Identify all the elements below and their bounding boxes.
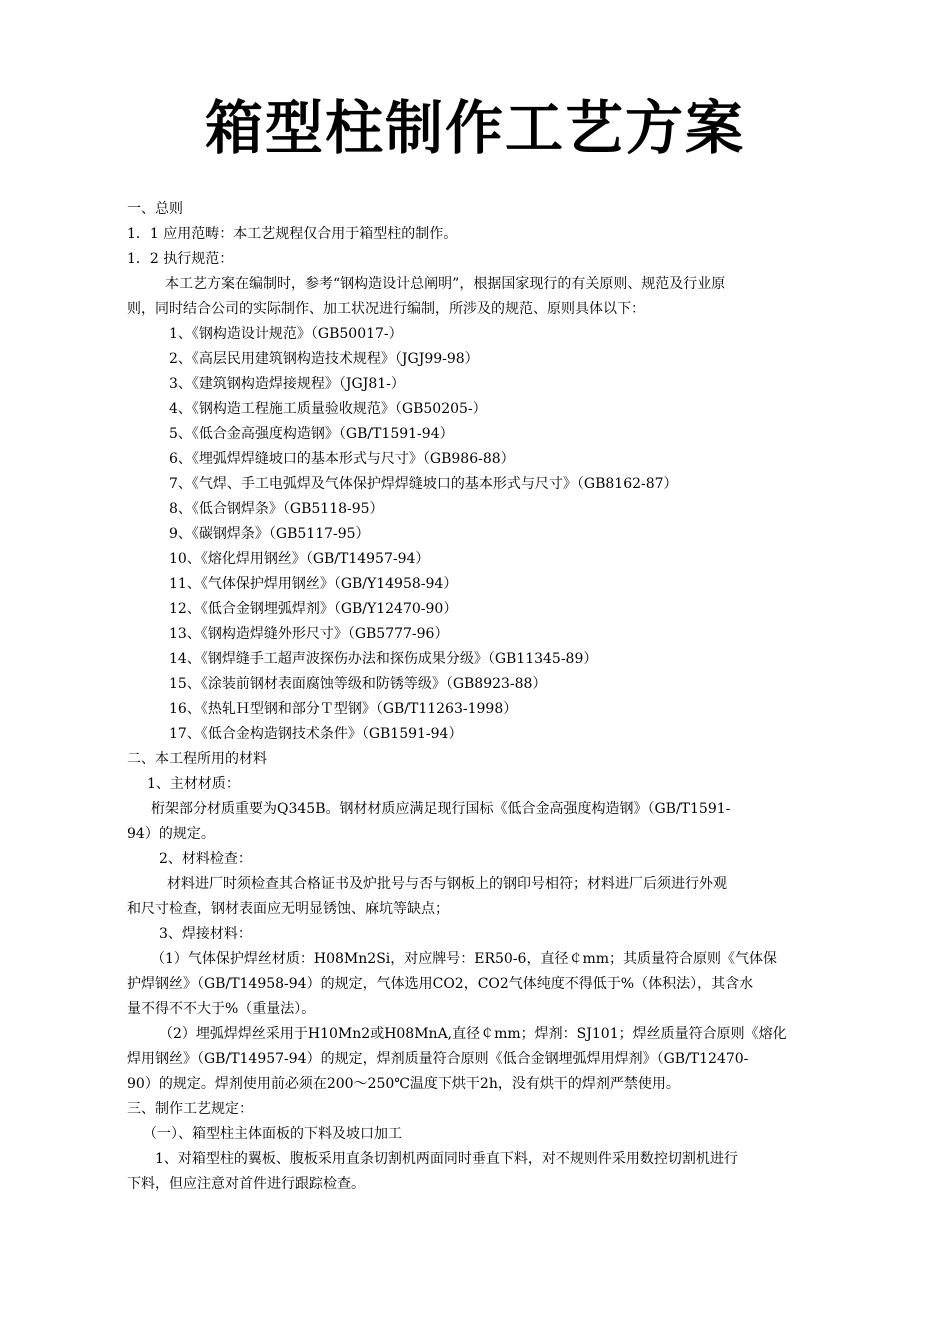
document-body <box>127 197 827 1197</box>
paragraph-line: （2）埋弧焊焊丝采用于H10Mn2或H08MnA,直径￠mm；焊剂：SJ101；焊丝质量符合原则《熔化 <box>159 1026 787 1042</box>
paragraph-line: 则，同时结合公司的实际制作、加工状况进行编制，所涉及的规范、原则具体以下： <box>127 301 645 317</box>
standard-item: 9、《碳钢焊条》（GB5117-95） <box>169 526 370 542</box>
clause-1-2: 1．2 执行规范： <box>127 251 234 267</box>
subsection-welding-material: 3、焊接材料： <box>159 926 252 942</box>
paragraph-line: 和尺寸检查，钢材表面应无明显锈蚀、麻坑等缺点； <box>127 901 449 917</box>
paragraph-line: 本工艺方案在编制时，参考“钢构造设计总阐明”，根据国家现行的有关原则、规范及行业原 <box>165 276 726 292</box>
subsection-panel-cutting: （一）、箱型柱主体面板的下料及坡口加工 <box>143 1126 402 1142</box>
standard-item: 13、《钢构造焊缝外形尺寸》（GB5777-96） <box>169 626 449 642</box>
standard-item: 16、《热轧Ｈ型钢和部分Ｔ型钢》（GB/T11263-1998） <box>169 701 518 717</box>
section-3-heading: 三、制作工艺规定： <box>127 1101 253 1117</box>
subsection-main-material: 1、主材材质： <box>147 776 240 792</box>
standard-item: 17、《低合金构造钢技术条件》（GB1591-94） <box>169 726 463 742</box>
paragraph-line: （1）气体保护焊丝材质：H08Mn2Si，对应牌号：ER50-6，直径￠mm；其质量符合原则《气体保 <box>151 951 778 967</box>
paragraph-line: 下料，但应注意对首件进行跟踪检查。 <box>127 1176 365 1192</box>
standard-item: 4、《钢构造工程施工质量验收规范》（GB50205-） <box>169 401 487 417</box>
document-title: 箱型柱制作工艺方案 <box>204 94 745 162</box>
paragraph-line: 量不得不不大于%（重量法）。 <box>127 1001 316 1017</box>
standard-item: 10、《熔化焊用钢丝》（GB/T14957-94） <box>169 551 430 567</box>
standard-item: 8、《低合钢焊条》（GB5118-95） <box>169 501 384 517</box>
paragraph-line: 焊用钢丝》（GB/T14957-94）的规定，焊剂质量符合原则《低合金钢埋弧焊用焊剂》（GB/T12470- <box>127 1051 749 1067</box>
paragraph-line: 桁架部分材质重要为Q345B。钢材材质应满足现行国标《低合金高强度构造钢》（GB/T1591- <box>151 801 731 817</box>
paragraph-line: 护焊钢丝》（GB/T14958-94）的规定，气体选用CO2，CO2气体纯度不得低于%（体积法），其含水 <box>127 976 754 992</box>
standard-item: 12、《低合金钢埋弧焊剂》（GB/Y12470-90） <box>169 601 458 617</box>
standard-item: 7、《气焊、手工电弧焊及气体保护焊焊缝坡口的基本形式与尺寸》（GB8162-87） <box>169 476 678 492</box>
standard-item: 5、《低合金高强度构造钢》（GB/T1591-94） <box>169 426 454 442</box>
paragraph-line: 1、对箱型柱的翼板、腹板采用直条切割机两面同时垂直下料，对不规则件采用数控切割机进行 <box>155 1151 738 1167</box>
standard-item: 15、《涂装前钢材表面腐蚀等级和防锈等级》（GB8923-88） <box>169 676 547 692</box>
standard-item: 14、《钢焊缝手工超声波探伤办法和探伤成果分级》（GB11345-89） <box>169 651 598 667</box>
section-2-heading: 二、本工程所用的材料 <box>127 751 267 767</box>
standard-item: 11、《气体保护焊用钢丝》（GB/Y14958-94） <box>169 576 458 592</box>
standard-item: 1、《钢构造设计规范》（GB50017-） <box>169 326 403 342</box>
paragraph-line: 材料进厂时须检查其合格证书及炉批号与否与钢板上的钢印号相符；材料进厂后须进行外观 <box>167 876 727 892</box>
subsection-material-inspection: 2、材料检查： <box>159 851 252 867</box>
standard-item: 6、《埋弧焊焊缝坡口的基本形式与尺寸》（GB986-88） <box>169 451 515 467</box>
standard-item: 2、《高层民用建筑钢构造技术规程》（JGJ99-98） <box>169 351 479 367</box>
paragraph-line: 90）的规定。焊剂使用前必须在200～250℃温度下烘干2h，没有烘干的焊剂严禁使用。 <box>127 1076 680 1092</box>
clause-1-1: 1．1 应用范畴：本工艺规程仅合用于箱型柱的制作。 <box>127 226 458 242</box>
section-1-heading: 一、总则 <box>127 201 183 217</box>
paragraph-line: 94）的规定。 <box>127 826 215 842</box>
standard-item: 3、《建筑钢构造焊接规程》（JGJ81-） <box>169 376 405 392</box>
